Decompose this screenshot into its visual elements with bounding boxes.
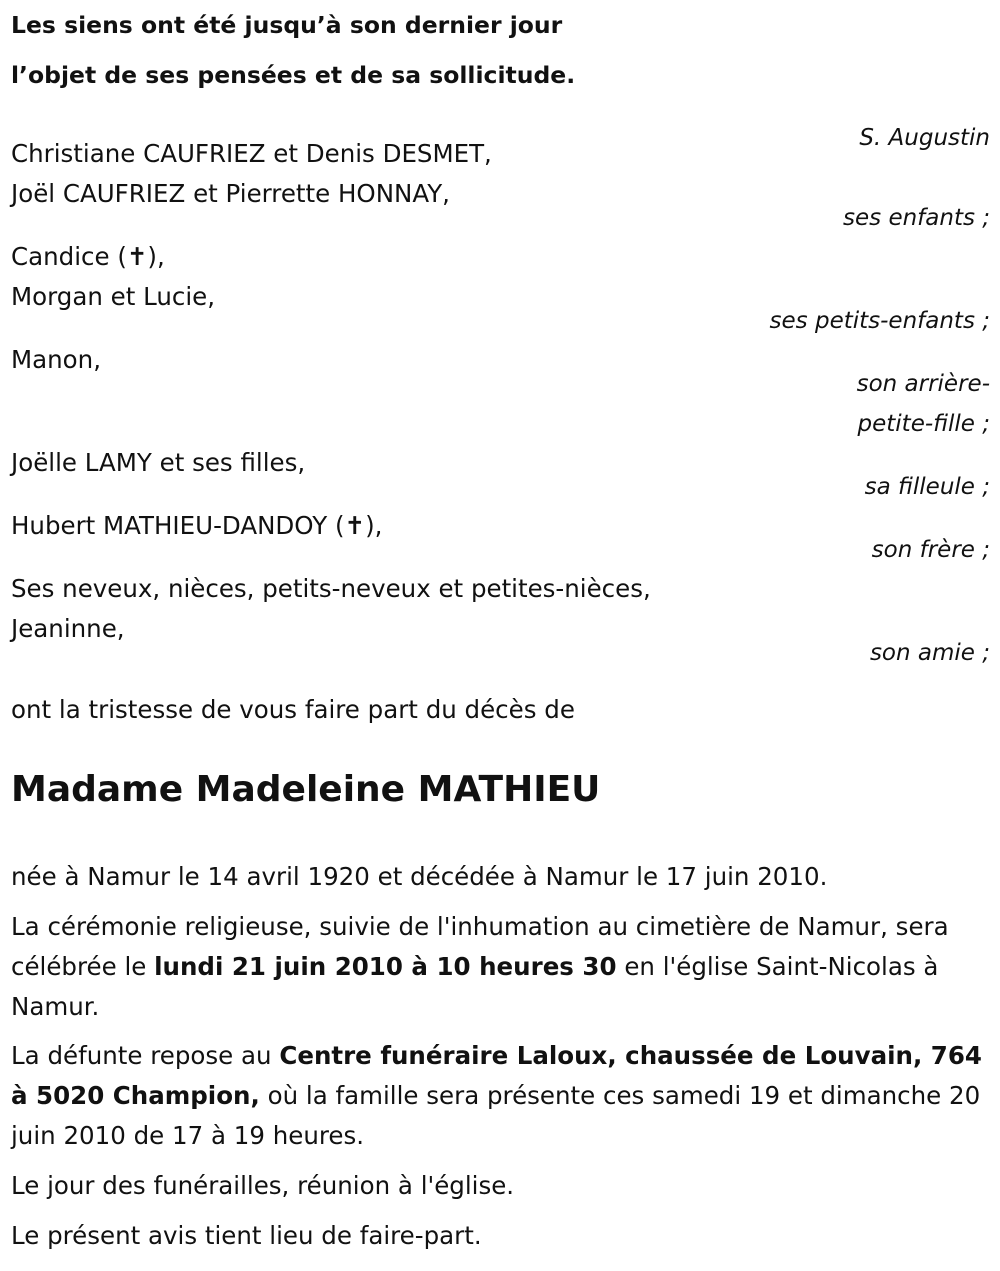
ceremony-datetime: lundi 21 juin 2010 à 10 heures 30 (154, 952, 617, 981)
great-grandchild-relation-2: petite-fille ; (857, 411, 990, 437)
repose-location: Centre funéraire Laloux, chaussée de Louvain, 764 à 5020 Champion, (11, 1041, 982, 1110)
reunion-text: Le jour des funérailles, réunion à l'église. (11, 1171, 515, 1200)
repose-paragraph (11, 1036, 991, 1156)
others-line-2: Jeaninne, (11, 614, 125, 643)
goddaughter-line-1: Joëlle LAMY et ses filles, (11, 448, 306, 477)
ceremony-text-post: en l'église Saint-Nicolas à Namur. (11, 952, 939, 1021)
brother-relation: son frère ; (871, 537, 990, 563)
goddaughter-relation: sa filleule ; (864, 474, 990, 500)
quote-author: S. Augustin (859, 125, 990, 151)
brother-line-1: Hubert MATHIEU-DANDOY (✝), (11, 511, 383, 540)
children-line-1: Christiane CAUFRIEZ et Denis DESMET, (11, 139, 492, 168)
others-line-1: Ses neveux, nièces, petits-neveux et petites-nièces, (11, 574, 651, 603)
children-relation: ses enfants ; (843, 205, 990, 231)
repose-text-post: où la famille sera présente ces samedi 19 et dimanche 20 juin 2010 de 17 à 19 heures. (11, 1081, 981, 1150)
announcement-text: ont la tristesse de vous faire part du décès de (11, 695, 575, 724)
great-grandchild-relation-1: son arrière- (856, 371, 990, 397)
ceremony-text-pre: La cérémonie religieuse, suivie de l'inhumation au cimetière de Namur, sera célébrée le (11, 912, 949, 981)
quote-line-2: l’objet de ses pensées et de sa sollicitude. (11, 61, 576, 89)
grandchildren-relation: ses petits-enfants ; (769, 308, 990, 334)
grandchildren-line-1: Candice (✝), (11, 242, 165, 271)
notice-text: Le présent avis tient lieu de faire-part. (11, 1221, 482, 1250)
quote-line-1: Les siens ont été jusqu’à son dernier jour (11, 11, 563, 39)
others-relation: son amie ; (869, 640, 990, 666)
grandchildren-line-2: Morgan et Lucie, (11, 282, 216, 311)
children-line-2: Joël CAUFRIEZ et Pierrette HONNAY, (11, 179, 450, 208)
birth-death-text: née à Namur le 14 avril 1920 et décédée à Namur le 17 juin 2010. (11, 862, 828, 891)
repose-text-pre: La défunte repose au (11, 1041, 272, 1070)
ceremony-paragraph (11, 907, 991, 1027)
great-grandchild-line-1: Manon, (11, 345, 101, 374)
deceased-name: Madame Madeleine MATHIEU (11, 769, 601, 810)
